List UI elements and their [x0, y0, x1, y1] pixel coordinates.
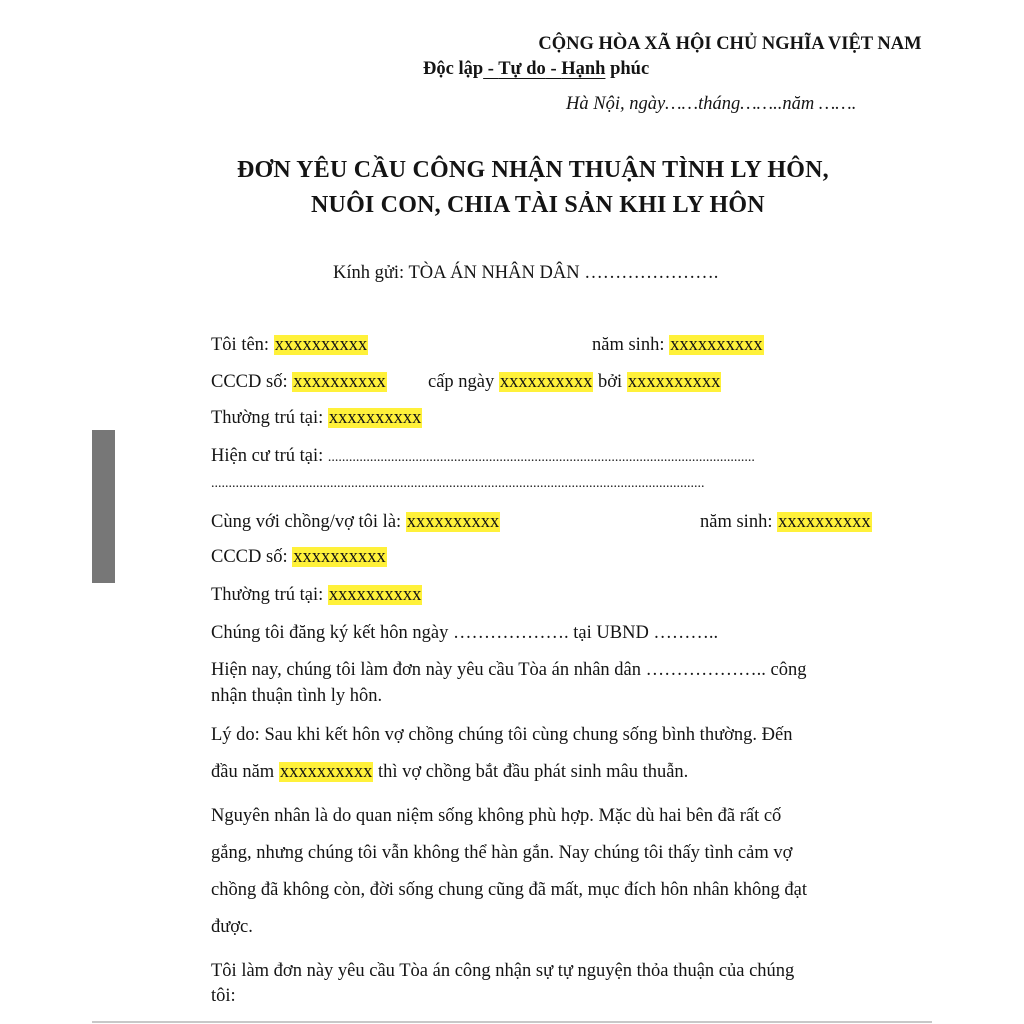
- applicant-id-row: [211, 371, 387, 393]
- applicant-residence-field[interactable]: xxxxxxxxxx: [328, 408, 422, 428]
- spouse-birth-row: [700, 511, 872, 533]
- conflict-year-field[interactable]: xxxxxxxxxx: [279, 762, 373, 782]
- current-residence-dots[interactable]: ..........................................................................................................................: [327, 450, 755, 465]
- applicant-name-row: [211, 334, 368, 356]
- marriage-registration: Chúng tôi đăng ký kết hôn ngày ………………. tại UBND ………..: [211, 623, 719, 643]
- motto-part: Tự do: [498, 59, 546, 79]
- spouse-residence-field[interactable]: xxxxxxxxxx: [328, 585, 422, 605]
- spouse-name-field[interactable]: xxxxxxxxxx: [406, 512, 500, 532]
- spouse-id-row: [211, 546, 387, 568]
- cause-line4: được.: [211, 917, 253, 937]
- final-request-line2: tôi:: [211, 986, 236, 1006]
- request-line1: Hiện nay, chúng tôi làm đơn này yêu cầu Tòa án nhân dân ……………….. công: [211, 660, 807, 680]
- motto-part: Độc lập: [423, 59, 484, 79]
- place-date: Hà Nội, ngày……tháng……..năm …….: [566, 94, 857, 114]
- reason-line1: Lý do: Sau khi kết hôn vợ chồng chúng tôi cùng chung sống bình thường. Đến: [211, 725, 793, 745]
- cause-line1: Nguyên nhân là do quan niệm sống không phù hợp. Mặc dù hai bên đã rất cố: [211, 806, 782, 826]
- motto-part: Hạnh: [561, 59, 606, 79]
- national-motto: [423, 58, 649, 80]
- cause-line2: gắng, nhưng chúng tôi vẫn không thể hàn gắn. Nay chúng tôi thấy tình cảm vợ: [211, 843, 793, 863]
- applicant-current-residence-row: [211, 445, 897, 469]
- applicant-id-field[interactable]: xxxxxxxxxx: [293, 372, 386, 392]
- spouse-birth-field[interactable]: xxxxxxxxxx: [778, 512, 871, 532]
- applicant-residence-row: [211, 407, 422, 429]
- applicant-name-field[interactable]: xxxxxxxxxx: [274, 335, 368, 355]
- text: đầu năm: [211, 762, 279, 782]
- spouse-id-field[interactable]: xxxxxxxxxx: [293, 547, 386, 567]
- label: Hiện cư trú tại:: [211, 446, 328, 466]
- label: năm sinh:: [592, 335, 670, 355]
- applicant-birth-field[interactable]: xxxxxxxxxx: [670, 335, 763, 355]
- text: thì vợ chồng bắt đầu phát sinh mâu thuẫn.: [373, 762, 689, 782]
- bottom-divider: [92, 1021, 932, 1023]
- applicant-issued-row: [428, 371, 721, 393]
- final-request-line1: Tôi làm đơn này yêu cầu Tòa án công nhận sự tự nguyện thỏa thuận của chúng: [211, 961, 795, 981]
- applicant-birth-row: [592, 334, 764, 356]
- label: Thường trú tại:: [211, 408, 328, 428]
- cause-line3: chồng đã không còn, đời sống chung cũng đã mất, mục đích hôn nhân không đạt: [211, 880, 808, 900]
- label: CCCD số:: [211, 547, 293, 567]
- request-line2: nhận thuận tình ly hôn.: [211, 686, 383, 706]
- spouse-residence-row: [211, 584, 422, 606]
- applicant-issued-by-field[interactable]: xxxxxxxxxx: [627, 372, 721, 392]
- reason-line2: [211, 761, 688, 783]
- label: Cùng với chồng/vợ tôi là:: [211, 512, 406, 532]
- spouse-name-row: [211, 511, 500, 533]
- label: Tôi tên:: [211, 335, 274, 355]
- document-title-line1: ĐƠN YÊU CẦU CÔNG NHẬN THUẬN TÌNH LY HÔN,: [237, 157, 829, 183]
- label: bởi: [593, 372, 627, 392]
- motto-part: phúc: [605, 59, 650, 79]
- applicant-issued-date-field[interactable]: xxxxxxxxxx: [499, 372, 593, 392]
- current-residence-dots-line2[interactable]: .............................................................................................................................................: [211, 476, 705, 491]
- national-header: CỘNG HÒA XÃ HỘI CHỦ NGHĨA VIỆT NAM: [538, 34, 922, 54]
- label: cấp ngày: [428, 372, 499, 392]
- motto-separator: -: [545, 59, 562, 79]
- scrollbar-thumb[interactable]: [92, 430, 115, 583]
- motto-separator: -: [483, 59, 499, 79]
- label: năm sinh:: [700, 512, 778, 532]
- document-title-line2: NUÔI CON, CHIA TÀI SẢN KHI LY HÔN: [311, 192, 765, 218]
- label: Thường trú tại:: [211, 585, 328, 605]
- recipient: Kính gửi: TÒA ÁN NHÂN DÂN ………………….: [333, 263, 719, 283]
- label: CCCD số:: [211, 372, 293, 392]
